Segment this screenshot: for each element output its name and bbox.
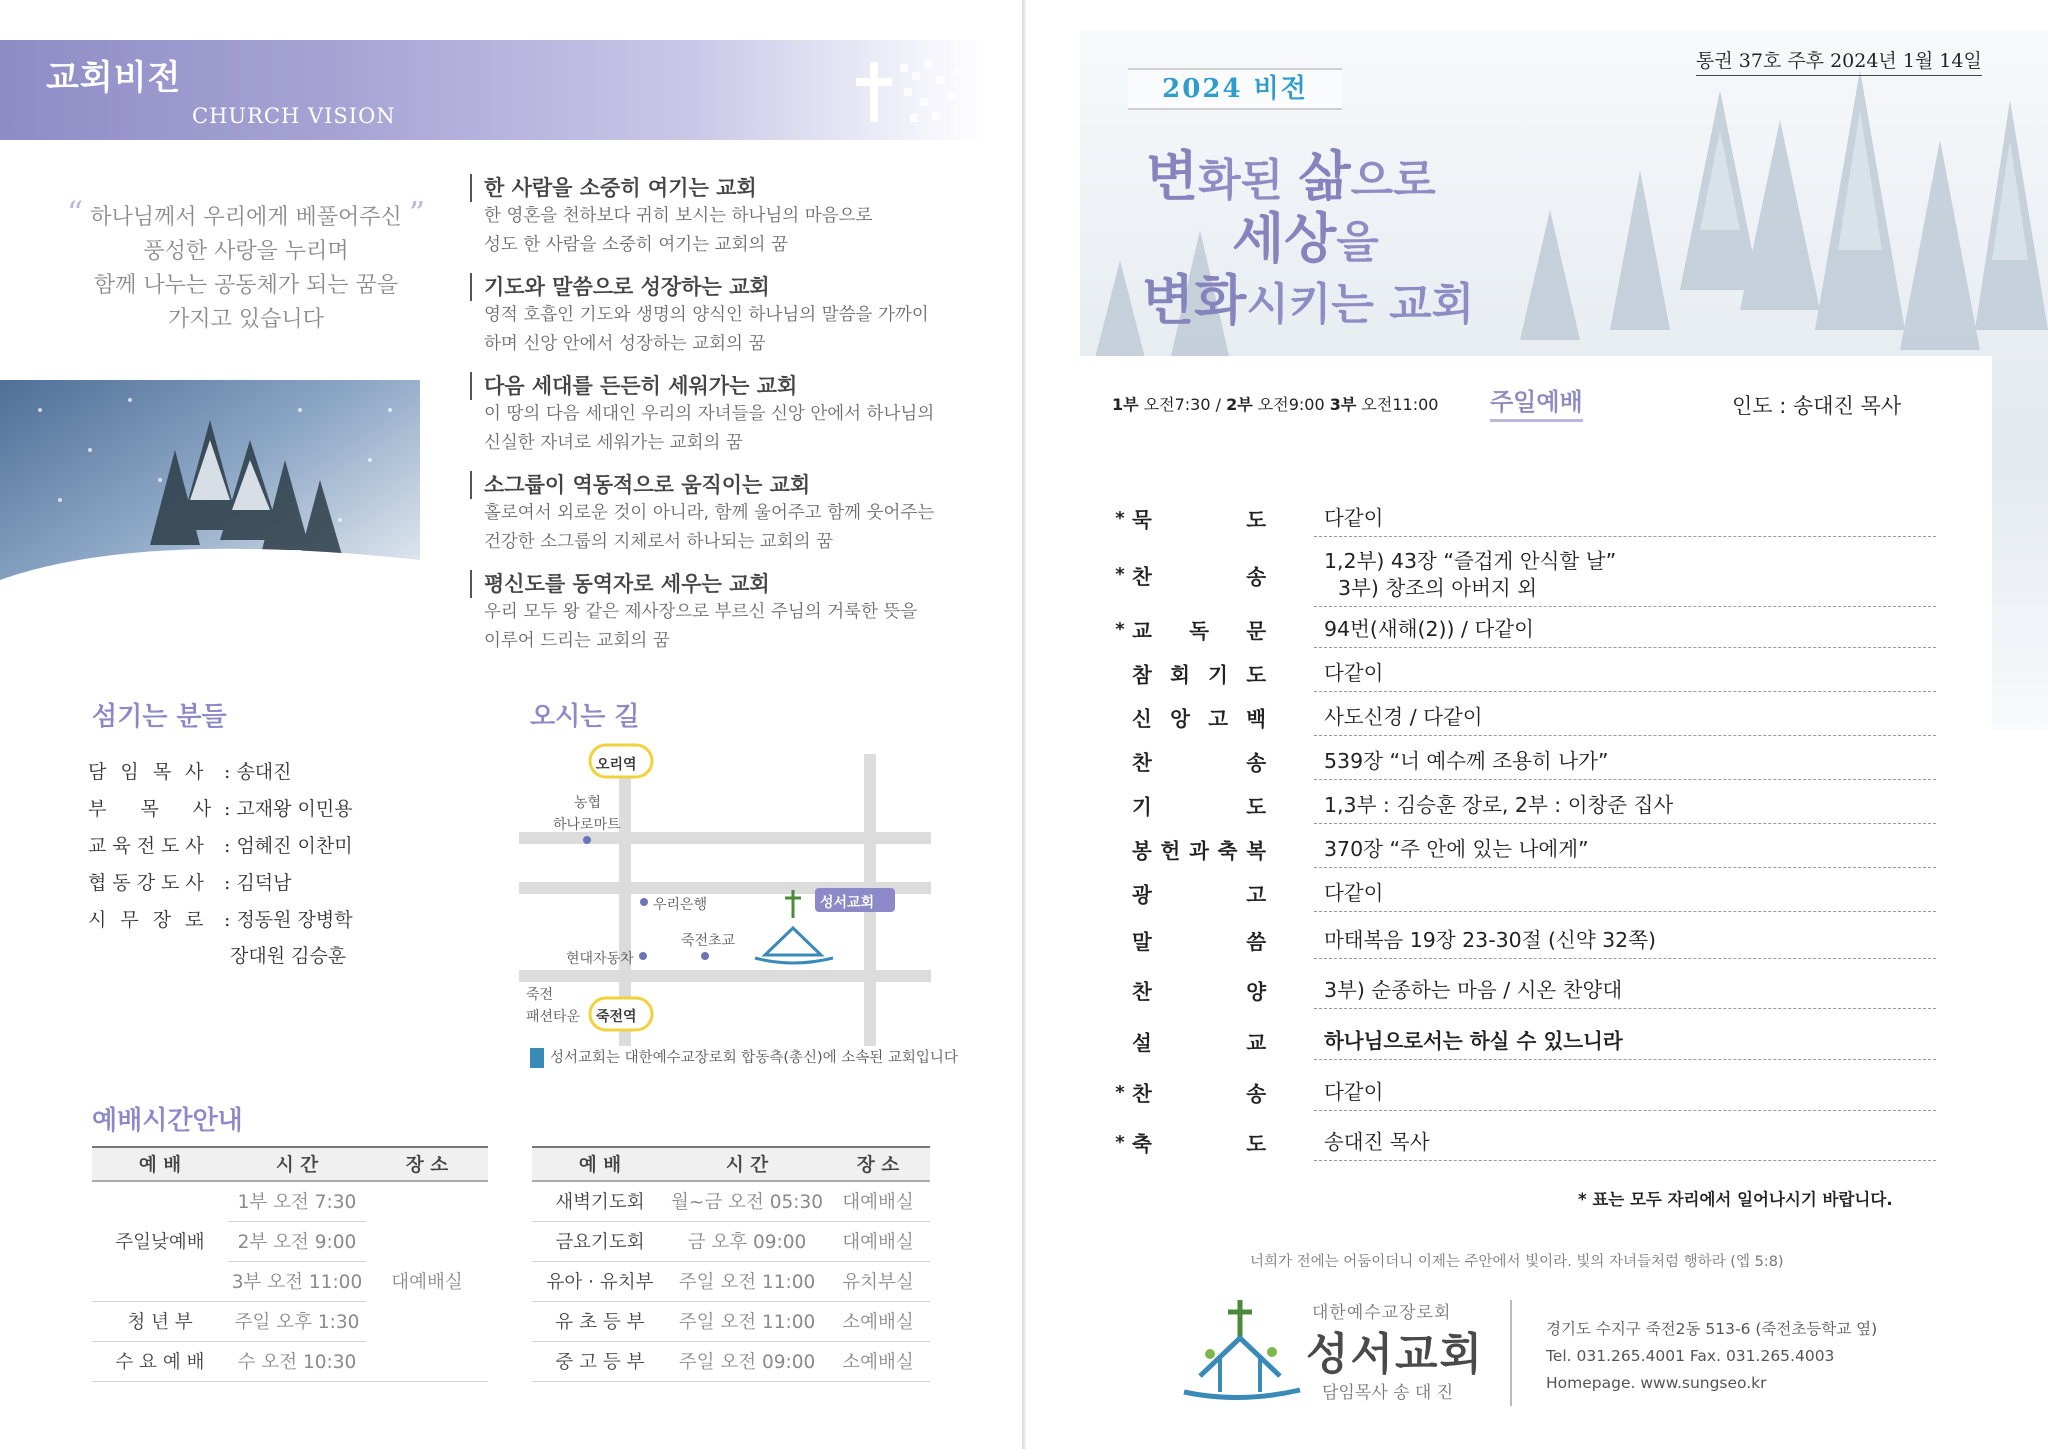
order-label <box>1132 975 1274 1005</box>
value-heading: 소그룹이 역동적으로 움직이는 교회 <box>470 471 990 499</box>
slogan-text: 변화 <box>1142 268 1247 332</box>
order-label-char: 기 <box>1132 795 1152 819</box>
vision-value <box>470 570 990 656</box>
slogan-text: 변 <box>1146 144 1199 208</box>
worship-order <box>1108 494 1936 1167</box>
order-label <box>1132 834 1274 864</box>
order-value-line: 하나님으로서는 하실 수 있느니라 <box>1324 1029 1623 1053</box>
map-label-nonghyup: 농협 <box>574 795 602 811</box>
staff-row <box>88 789 418 826</box>
order-value-line: 다같이 <box>1324 1080 1384 1104</box>
order-label-char: 찬 <box>1132 751 1152 775</box>
service-place: 소예배실 <box>826 1341 930 1381</box>
service-time: 수 오전 10:30 <box>228 1341 366 1381</box>
church-logo <box>1180 1296 1320 1406</box>
vision-quote <box>46 196 446 337</box>
order-label-char: 도 <box>1246 1132 1266 1156</box>
service-place: 대예배실 <box>366 1181 488 1381</box>
slogan-text: 삶 <box>1298 144 1351 208</box>
order-label-char: 축 <box>1132 1132 1152 1156</box>
service-part: 3부 <box>1329 395 1357 414</box>
order-value <box>1314 1022 1936 1060</box>
staff-names: : 김덕남 <box>224 872 292 894</box>
staff-role: 교육전도사 <box>88 835 210 857</box>
service-time: 주일 오후 1:30 <box>228 1301 366 1341</box>
value-heading: 한 사람을 소중히 여기는 교회 <box>470 174 990 202</box>
service-part-time: 오전7:30 <box>1143 395 1211 414</box>
standing-marker: * <box>1115 1131 1125 1153</box>
order-value <box>1314 1123 1936 1161</box>
map-label-church: 성서교회 <box>820 895 875 911</box>
header-service: 예 배 <box>92 1147 228 1181</box>
order-label-char: 문 <box>1246 619 1266 643</box>
staff-names: : 고재왕 이민용 <box>224 798 353 820</box>
value-line: 신실한 자녀로 세워가는 교회의 꿈 <box>484 433 743 453</box>
bible-verse: 너희가 전에는 어둠이더니 이제는 주안에서 빛이라. 빛의 자녀들처럼 행하라 (엡 5:8) <box>1250 1254 1784 1270</box>
order-label-char: 봉 <box>1132 839 1152 863</box>
left-page <box>0 0 1022 1449</box>
denomination: 대한예수교장로회 <box>1312 1303 1452 1323</box>
service-place: 소예배실 <box>826 1301 930 1341</box>
church-name: 성서교회 <box>1306 1329 1485 1380</box>
value-line: 건강한 소그룹의 지체로서 하나되는 교회의 꿈 <box>484 532 834 552</box>
schedule-table-left <box>92 1146 488 1382</box>
table-header-row <box>92 1147 488 1181</box>
order-label-char: 송 <box>1246 751 1266 775</box>
order-value <box>1314 1073 1936 1111</box>
order-label <box>1132 503 1274 533</box>
map-label-oriyeok: 오리역 <box>596 757 637 773</box>
slogan-text: 을 <box>1336 217 1379 268</box>
table-row <box>532 1181 930 1221</box>
quote-line: 하나님께서 우리에게 베풀어주신 <box>90 205 402 230</box>
map-label-school: 죽전초교 <box>681 933 736 949</box>
map-label-bank: 우리은행 <box>653 897 708 913</box>
service-name: 새벽기도회 <box>532 1181 668 1221</box>
table-row <box>532 1221 930 1261</box>
service-place: 대예배실 <box>826 1221 930 1261</box>
order-label-char: 교 <box>1246 1031 1266 1055</box>
order-value-line: 3부) 순종하는 마음 / 시온 찬양대 <box>1324 978 1623 1002</box>
order-value <box>1314 610 1936 648</box>
staff-names: : 송대진 <box>224 761 292 783</box>
order-row <box>1108 542 1936 607</box>
order-value-line: 사도신경 / 다같이 <box>1324 705 1483 729</box>
order-label <box>1132 702 1274 732</box>
order-label-char: 교 <box>1132 619 1152 643</box>
order-label-char: 송 <box>1246 1082 1266 1106</box>
order-value-line: 94번(새해(2)) / 다같이 <box>1324 617 1534 641</box>
staff-row <box>88 900 418 937</box>
standing-marker: * <box>1115 1081 1125 1103</box>
order-value <box>1314 542 1936 607</box>
value-line: 영적 호흡인 기도와 생명의 양식인 하나님의 말씀을 가까이 <box>484 305 929 325</box>
order-label-char: 고 <box>1208 707 1228 731</box>
order-label-char: 기 <box>1208 663 1228 687</box>
order-value <box>1314 698 1936 736</box>
order-label-char: 묵 <box>1132 508 1152 532</box>
service-time: 월~금 오전 05:30 <box>668 1181 826 1221</box>
vision-value <box>470 273 990 359</box>
order-value <box>1314 654 1936 692</box>
service-part: 2부 <box>1226 395 1253 414</box>
order-label-char: 광 <box>1132 883 1152 907</box>
service-time: 주일 오전 09:00 <box>668 1341 826 1381</box>
staff-row <box>88 826 418 863</box>
open-quote-icon: “ <box>66 194 84 232</box>
table-row <box>532 1261 930 1301</box>
service-name: 중 고 등 부 <box>532 1341 668 1381</box>
service-name: 청 년 부 <box>92 1301 228 1341</box>
quote-line: 가지고 있습니다 <box>168 307 324 332</box>
header-place: 장 소 <box>826 1147 930 1181</box>
order-label-char: 찬 <box>1132 980 1152 1004</box>
table-row <box>532 1341 930 1381</box>
worship-leader: 인도 : 송대진 목사 <box>1732 394 1902 418</box>
footer-divider <box>1510 1300 1512 1406</box>
map-label-hyundai: 현대자동차 <box>566 951 634 967</box>
order-value <box>1314 921 1936 959</box>
slogan-text: 화된 <box>1198 155 1299 206</box>
denomination-note-text: 성서교회는 대한예수교장로회 합동측(총신)에 소속된 교회입니다 <box>550 1050 958 1066</box>
slogan-text: 세상 <box>1232 206 1337 270</box>
order-label <box>1132 925 1274 955</box>
service-name: 유아 · 유치부 <box>532 1261 668 1301</box>
staff-names-extra: 장대원 김승훈 <box>230 944 347 967</box>
order-label <box>1132 1026 1274 1056</box>
order-label-char: 독 <box>1189 619 1209 643</box>
order-label-char: 송 <box>1246 564 1266 589</box>
order-row <box>1108 1117 1936 1167</box>
service-place: 대예배실 <box>826 1181 930 1221</box>
slogan-text: 시키는 교회 <box>1246 279 1475 330</box>
service-name: 금요기도회 <box>532 1221 668 1261</box>
senior-pastor: 담임목사 송 대 진 <box>1322 1383 1454 1403</box>
staff-list <box>88 752 418 971</box>
value-line: 성도 한 사람을 소중히 여기는 교회의 꿈 <box>484 235 788 255</box>
order-value <box>1314 499 1936 537</box>
service-time: 금 오후 09:00 <box>668 1221 826 1261</box>
service-times <box>1112 392 1438 415</box>
order-label-char: 도 <box>1246 663 1266 687</box>
staff-role: 시무장로 <box>88 909 218 931</box>
value-heading: 기도와 말씀으로 성장하는 교회 <box>470 273 990 301</box>
staff-row <box>88 752 418 789</box>
value-heading: 평신도를 동역자로 세우는 교회 <box>470 570 990 598</box>
staff-names: : 정동원 장병학 <box>224 909 353 931</box>
issue-date: 통권 37호 주후 2024년 1월 14일 <box>1696 46 1982 76</box>
order-value <box>1314 874 1936 912</box>
value-line: 우리 모두 왕 같은 제사장으로 부르신 주님의 거룩한 뜻을 <box>484 602 918 622</box>
table-header-row <box>532 1147 930 1181</box>
value-line: 한 영혼을 천하보다 귀히 보시는 하나님의 마음으로 <box>484 206 873 226</box>
order-value <box>1314 830 1936 868</box>
order-label <box>1132 1127 1274 1157</box>
staff-title: 섬기는 분들 <box>92 702 227 732</box>
standing-marker: * <box>1115 618 1125 640</box>
order-label-char: 회 <box>1170 663 1190 687</box>
order-value-line: 1,2부) 43장 “즐겁게 안식할 날” <box>1324 549 1617 573</box>
order-label <box>1132 560 1274 590</box>
snowy-forest-image <box>0 380 420 650</box>
order-value-line: 다같이 <box>1324 881 1384 905</box>
order-value-line: 마태복음 19장 23-30절 (신약 32쪽) <box>1324 928 1657 952</box>
order-label <box>1132 790 1274 820</box>
order-label-char: 씀 <box>1246 930 1266 954</box>
order-label-char: 도 <box>1246 795 1266 819</box>
order-row <box>1108 651 1936 695</box>
table-row <box>92 1181 488 1221</box>
order-value-line: 370장 “주 안에 있는 나에게” <box>1324 837 1589 861</box>
staff-row <box>88 863 418 900</box>
phone-fax: Tel. 031.265.4001 Fax. 031.265.4003 <box>1546 1347 1835 1365</box>
order-value-line: 송대진 목사 <box>1324 1130 1430 1154</box>
service-time: 3부 오전 11:00 <box>228 1261 366 1301</box>
service-name: 주일낮예배 <box>92 1181 228 1301</box>
value-heading: 다음 세대를 든든히 세워가는 교회 <box>470 372 990 400</box>
quote-line: 함께 나누는 공동체가 되는 꿈을 <box>93 273 399 298</box>
table-row <box>532 1301 930 1341</box>
close-quote-icon: ” <box>408 194 426 232</box>
order-label-char: 고 <box>1246 883 1266 907</box>
order-label <box>1132 1077 1274 1107</box>
service-name: 유 초 등 부 <box>532 1301 668 1341</box>
order-row <box>1108 965 1936 1015</box>
contact-info <box>1546 1316 1877 1397</box>
service-time: 주일 오전 11:00 <box>668 1261 826 1301</box>
order-label <box>1132 614 1274 644</box>
header-place: 장 소 <box>366 1147 488 1181</box>
standing-marker: * <box>1115 564 1125 585</box>
header-service: 예 배 <box>532 1147 668 1181</box>
map-label-jukjeon-station: 죽전역 <box>596 1009 637 1025</box>
directions-title: 오시는 길 <box>530 702 640 732</box>
order-label-char: 참 <box>1132 663 1152 687</box>
map-label-fashiontown: 패션타운 <box>526 1009 581 1025</box>
cross-icon <box>850 54 970 134</box>
order-label-char: 도 <box>1246 508 1266 532</box>
staff-role: 담임목사 <box>88 761 218 783</box>
denomination-note <box>530 1046 958 1068</box>
value-line: 이 땅의 다음 세대인 우리의 자녀들을 신앙 안에서 하나님의 <box>484 404 935 424</box>
order-value <box>1314 971 1936 1009</box>
order-row <box>1108 739 1936 783</box>
slogan-text: 으로 <box>1350 155 1436 206</box>
order-label-char: 찬 <box>1132 564 1152 589</box>
order-row <box>1108 695 1936 739</box>
map-label-hanaro: 하나로마트 <box>553 817 621 833</box>
service-part: 1부 <box>1112 395 1139 414</box>
standing-note: * 표는 모두 자리에서 일어나시기 바랍니다. <box>1578 1190 1893 1209</box>
order-label-char: 과 <box>1189 839 1209 863</box>
slogan-line-3 <box>1142 258 1582 335</box>
order-label <box>1132 746 1274 776</box>
order-value-line: 1,3부 : 김승훈 장로, 2부 : 이창준 집사 <box>1324 793 1674 817</box>
order-label-char: 말 <box>1132 930 1152 954</box>
order-label-char: 설 <box>1132 1031 1152 1055</box>
staff-role: 협동강도사 <box>88 872 210 894</box>
service-part-time: 오전9:00 <box>1257 395 1325 414</box>
order-label-char: 찬 <box>1132 1082 1152 1106</box>
address: 경기도 수지구 죽전2동 513-6 (죽전초등학교 옆) <box>1546 1320 1878 1338</box>
order-label-char: 양 <box>1246 980 1266 1004</box>
order-row <box>1108 827 1936 871</box>
order-row <box>1108 871 1936 915</box>
order-label <box>1132 658 1274 688</box>
order-row <box>1108 1015 1936 1067</box>
order-value-line: 539장 “너 예수께 조용히 나가” <box>1324 749 1609 773</box>
schedule-title: 예배시간안내 <box>92 1106 243 1136</box>
order-label-char: 신 <box>1132 707 1152 731</box>
vision-year: 2024 비전 <box>1128 68 1342 110</box>
header-time: 시 간 <box>668 1147 826 1181</box>
schedule-table-right <box>532 1146 930 1382</box>
service-part-time: 오전11:00 <box>1361 395 1439 414</box>
quote-line: 풍성한 사랑을 누리며 <box>143 239 349 264</box>
order-label-char: 백 <box>1246 707 1266 731</box>
order-label-char: 앙 <box>1170 707 1190 731</box>
order-value-line: 다같이 <box>1324 506 1384 530</box>
service-time: 1부 오전 7:30 <box>228 1181 366 1221</box>
map-label-jukjeon1: 죽전 <box>526 987 554 1003</box>
header-time: 시 간 <box>228 1147 366 1181</box>
separator: / <box>1215 395 1222 414</box>
value-line: 홀로여서 외로운 것이 아니라, 함께 울어주고 함께 웃어주는 <box>484 503 935 523</box>
order-row <box>1108 1067 1936 1117</box>
worship-title: 주일예배 <box>1490 382 1583 422</box>
value-line: 이루어 드리는 교회의 꿈 <box>484 631 670 651</box>
order-label <box>1132 878 1274 908</box>
order-row <box>1108 915 1936 965</box>
church-mini-icon <box>530 1048 544 1068</box>
order-label-char: 복 <box>1246 839 1266 863</box>
vision-value <box>470 372 990 458</box>
standing-marker: * <box>1115 507 1125 529</box>
service-place: 유치부실 <box>826 1261 930 1301</box>
order-value <box>1314 786 1936 824</box>
service-time: 주일 오전 11:00 <box>668 1301 826 1341</box>
vision-value <box>470 471 990 557</box>
order-row <box>1108 607 1936 651</box>
staff-names: : 엄혜진 이찬미 <box>224 835 353 857</box>
vision-values <box>470 174 990 669</box>
staff-role: 부 목 사 <box>88 798 226 820</box>
order-row <box>1108 783 1936 827</box>
vision-value <box>470 174 990 260</box>
order-value <box>1314 742 1936 780</box>
order-label-char: 헌 <box>1160 839 1181 863</box>
order-label-char: 축 <box>1217 839 1238 863</box>
value-line: 하며 신앙 안에서 성장하는 교회의 꿈 <box>484 334 766 354</box>
service-name: 수 요 예 배 <box>92 1341 228 1381</box>
order-value-line: 3부) 창조의 아버지 외 <box>1338 576 1538 600</box>
homepage: Homepage. www.sungseo.kr <box>1546 1374 1767 1392</box>
vision-subtitle: CHURCH VISION <box>192 104 396 128</box>
vision-title: 교회비전 <box>46 58 182 98</box>
order-value-line: 다같이 <box>1324 661 1384 685</box>
service-time: 2부 오전 9:00 <box>228 1221 366 1261</box>
order-row <box>1108 494 1936 542</box>
